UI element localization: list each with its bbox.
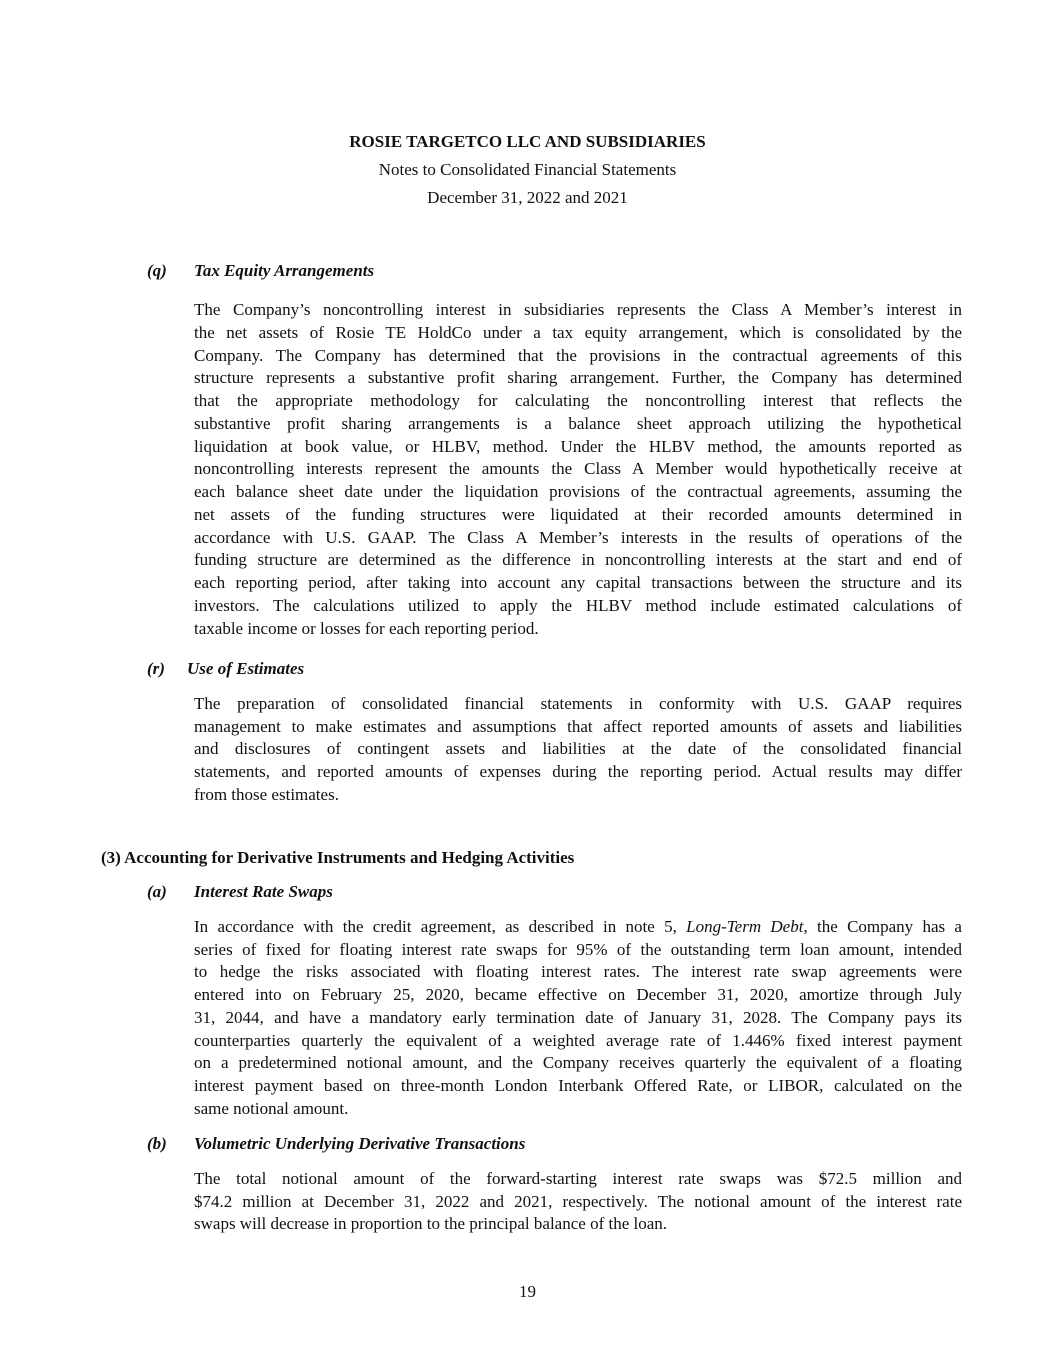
paragraph-line: and disclosures of contingent assets and liabilities at the date of the consolidated financial [194,739,962,758]
note-b-title: Volumetric Underlying Derivative Transactions [194,1134,526,1153]
paragraph-line: entered into on February 25, 2020, became effective on December 31, 2020, amortize through July [194,985,962,1004]
paragraph-line [194,916,962,938]
paragraph-line: structure represents a substantive profit sharing arrangement. Further, the Company has determined [194,368,962,387]
paragraph-line: to hedge the risks associated with floating interest rates. The interest rate swap agreements were [194,962,962,981]
text-run: In accordance with the credit agreement, as described in note 5, [194,917,687,936]
paragraph-line: from those estimates. [194,785,339,804]
paragraph-line: each balance sheet date under the liquidation provisions of the contractual agreements, assuming the [194,482,962,501]
paragraph-line: 31, 2044, and have a mandatory early termination date of January 31, 2028. The Company pays its [194,1008,962,1027]
paragraph-line: The total notional amount of the forward-starting interest rate swaps was $72.5 million and [194,1169,962,1188]
paragraph-line: taxable income or losses for each reporting period. [194,619,539,638]
paragraph-line: net assets of the funding structures were liquidated at their recorded amounts determined in [194,505,962,524]
company-title: ROSIE TARGETCO LLC AND SUBSIDIARIES [349,132,706,151]
paragraph-line: management to make estimates and assumptions that affect reported amounts of assets and liabilities [194,717,962,736]
paragraph-line: on a predetermined notional amount, and the Company receives quarterly the equivalent of a floating [194,1053,962,1072]
paragraph-line: noncontrolling interests represent the amounts the Class A Member would hypothetically receive at [194,459,962,478]
document-period: December 31, 2022 and 2021 [427,188,628,207]
paragraph-line: interest payment based on three-month London Interbank Offered Rate, or LIBOR, calculated on the [194,1076,962,1095]
paragraph-line: $74.2 million at December 31, 2022 and 2021, respectively. The notional amount of the interest rate [194,1192,962,1211]
paragraph-line: The preparation of consolidated financial statements in conformity with U.S. GAAP requires [194,694,962,713]
note-r-label: (r) [147,659,165,678]
text-run: , the Company has a [803,917,962,936]
note-a-label: (a) [147,882,167,901]
paragraph-line: series of fixed for floating interest rate swaps for 95% of the outstanding term loan amount, intended [194,940,962,959]
paragraph-line: counterparties quarterly the equivalent of a weighted average rate of 1.446% fixed interest payment [194,1031,962,1050]
paragraph-line: funding structure are determined as the difference in noncontrolling interests at the start and end of [194,550,962,569]
page-number: 19 [519,1282,536,1301]
note-a-title: Interest Rate Swaps [194,882,333,901]
document-subtitle: Notes to Consolidated Financial Statements [378,160,677,179]
paragraph-line: swaps will decrease in proportion to the principal balance of the loan. [194,1214,668,1233]
paragraph-line: same notional amount. [194,1099,349,1118]
paragraph-line: substantive profit sharing arrangements is a balance sheet approach utilizing the hypothetical [194,414,962,433]
paragraph-line: investors. The calculations utilized to apply the HLBV method include estimated calculations of [194,596,962,615]
section-3-title: (3) Accounting for Derivative Instruments and Hedging Activities [101,848,575,867]
note-q-label: (q) [147,261,167,280]
paragraph-line: Company. The Company has determined that the provisions in the contractual agreements of this [194,346,962,365]
paragraph-line: liquidation at book value, or HLBV, method. Under the HLBV method, the amounts reported as [194,437,962,456]
paragraph-line: statements, and reported amounts of expenses during the reporting period. Actual results may differ [194,762,962,781]
note-b-label: (b) [147,1134,167,1153]
paragraph-line: each reporting period, after taking into account any capital transactions between the structure and its [194,573,962,592]
paragraph-line: the net assets of Rosie TE HoldCo under a tax equity arrangement, which is consolidated by the [194,323,962,342]
note-r-title: Use of Estimates [187,659,305,678]
note-reference-long-term-debt: Long-Term Debt [686,917,804,936]
paragraph-line: accordance with U.S. GAAP. The Class A Member’s interests in the results of operations of the [194,528,962,547]
paragraph-line: that the appropriate methodology for calculating the noncontrolling interest that reflects the [194,391,962,410]
paragraph-line: The Company’s noncontrolling interest in subsidiaries represents the Class A Member’s interest in [194,300,962,319]
note-q-title: Tax Equity Arrangements [194,261,375,280]
